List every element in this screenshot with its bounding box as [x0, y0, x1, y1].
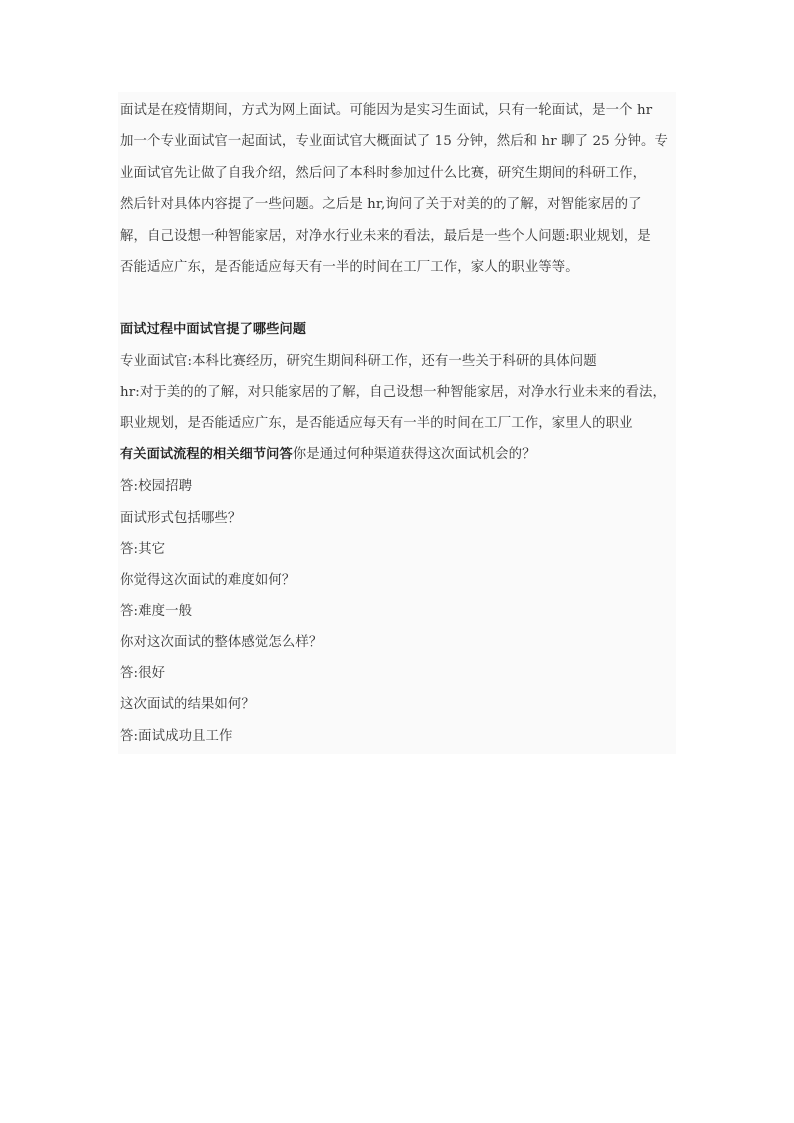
- intro-line: 否能适应广东，是否能适应每天有一半的时间在工厂工作，家人的职业等等。: [120, 260, 579, 275]
- qa-line: 面试形式包括哪些？: [120, 511, 242, 526]
- questions-line: 职业规划，是否能适应广东，是否能适应每天有一半的时间在工厂工作，家里人的职业: [120, 416, 633, 431]
- qa-line: 答:难度一般: [120, 604, 193, 619]
- intro-line: 加一个专业面试官一起面试，专业面试官大概面试了 15 分钟，然后和 hr 聊了 25 分钟。专: [120, 134, 669, 149]
- questions-line: hr:对于美的的了解，对只能家居的了解，自己设想一种智能家居，对净水行业未来的看法，: [120, 385, 666, 400]
- qa-line: 你觉得这次面试的难度如何？: [120, 573, 296, 588]
- intro-line: 然后针对具体内容提了一些问题。之后是 hr,询问了关于对美的的了解，对智能家居的了: [120, 197, 642, 212]
- intro-line: 解，自己设想一种智能家居，对净水行业未来的看法，最后是一些个人问题:职业规划，是: [120, 229, 651, 244]
- qa-line: 答:面试成功且工作: [120, 729, 233, 744]
- intro-line: 面试是在疫情期间，方式为网上面试。可能因为是实习生面试，只有一轮面试，是一个 hr: [120, 103, 653, 118]
- qa-line: 这次面试的结果如何？: [120, 697, 255, 712]
- intro-line: 业面试官先让做了自我介绍，然后问了本科时参加过什么比赛，研究生期间的科研工作，: [120, 166, 647, 181]
- details-first-question: 你是通过何种渠道获得这次面试机会的？: [292, 447, 536, 462]
- qa-line: 答:很好: [120, 666, 166, 681]
- questions-line: 专业面试官:本科比赛经历，研究生期间科研工作，还有一些关于科研的具体问题: [120, 354, 597, 369]
- qa-line: 答:其它: [120, 542, 166, 557]
- questions-heading: 面试过程中面试官提了哪些问题: [120, 322, 307, 337]
- qa-line: 答:校园招聘: [120, 479, 193, 494]
- details-heading-row: [120, 446, 536, 464]
- details-heading: 有关面试流程的相关细节问答: [120, 447, 293, 462]
- qa-line: 你对这次面试的整体感觉怎么样？: [120, 635, 323, 650]
